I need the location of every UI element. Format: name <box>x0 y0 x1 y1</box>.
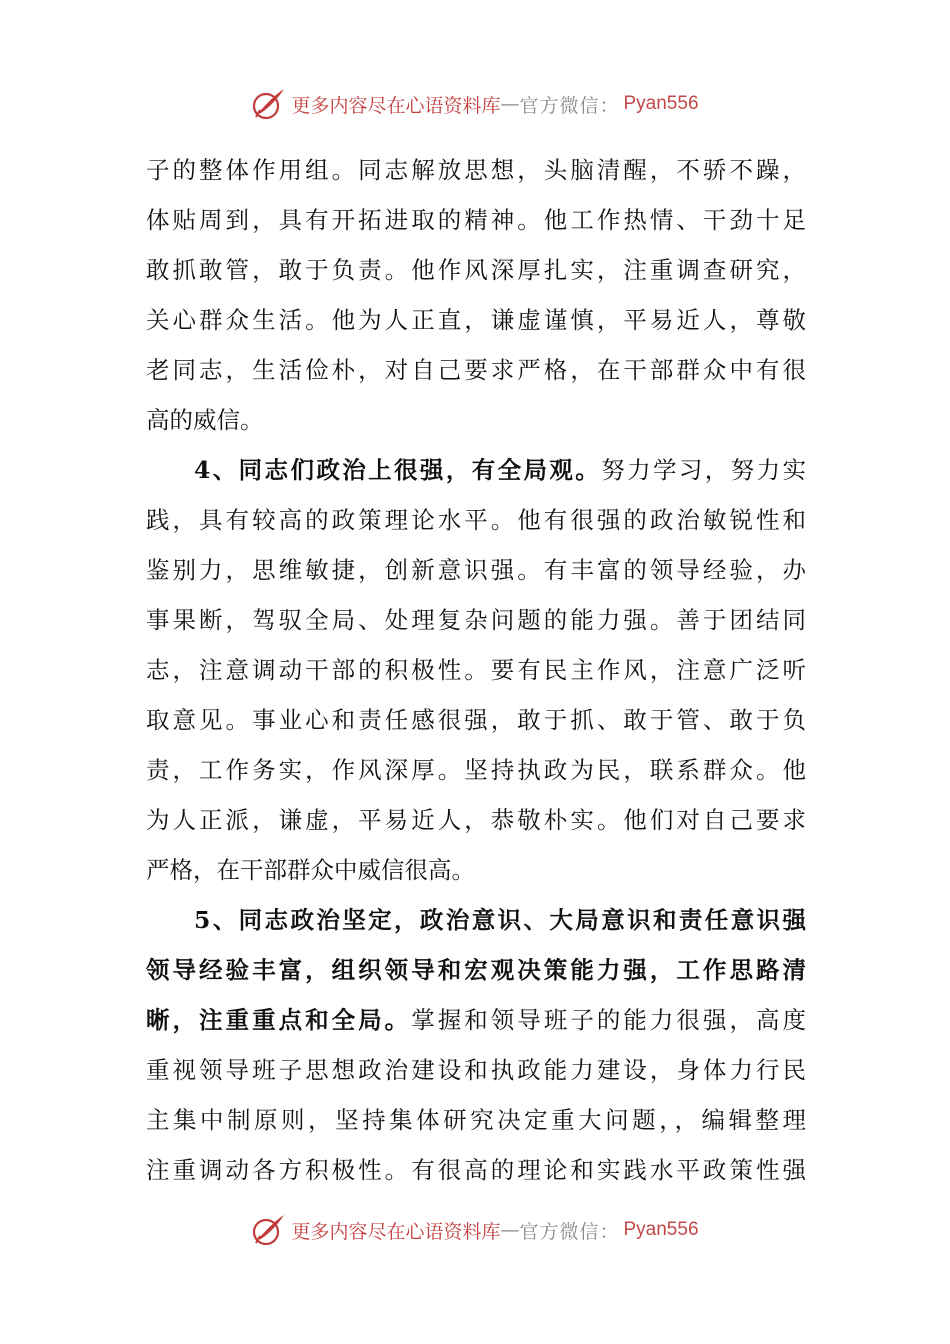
paragraph-4-heading-line: 4、同志们政治上很强，有全局观。努力学习，努力实 <box>194 456 807 484</box>
document-body <box>146 145 806 1195</box>
bold-heading: 5、同志政治坚定，政治意识、大局意识和责任意识强 <box>194 906 806 934</box>
quill-logo-icon <box>251 86 287 122</box>
banner-wechat-id: Pyan556 <box>623 1219 699 1240</box>
text-line: 鉴别力，思维敏捷，创新意识强。有丰富的领导经验，办 <box>146 556 806 584</box>
text-line: 重视领导班子思想政治建设和执政能力建设，身体力行民 <box>146 1056 806 1084</box>
text-line: 注重调动各方积极性。有很高的理论和实践水平政策性强 <box>146 1156 806 1184</box>
text-line: 敢抓敢管，敢于负责。他作风深厚扎实，注重调查研究， <box>146 256 806 284</box>
banner-wechat-label: 官方微信： <box>519 94 620 117</box>
text-line: 取意见。事业心和责任感很强，敢于抓、敢于管、敢于负 <box>146 706 806 734</box>
text-line: 高的威信。 <box>146 406 264 434</box>
paragraph-5-heading-line <box>146 945 806 995</box>
footer-watermark-banner <box>0 1210 950 1250</box>
text-line: 老同志，生活俭朴，对自己要求严格，在干部群众中有很 <box>146 356 806 384</box>
text-line: 志，注意调动干部的积极性。要有民主作风，注意广泛听 <box>146 656 806 684</box>
text-line: 严格，在干部群众中威信很高。 <box>146 856 475 884</box>
text-line: 关心群众生活。他为人正直，谦虚谨慎，平易近人，尊敬 <box>146 306 806 334</box>
paragraph-5-heading-line: 晰，注重重点和全局。掌握和领导班子的能力很强，高度 <box>146 1006 807 1034</box>
text-line: 子的整体作用组。同志解放思想，头脑清醒，不骄不躁， <box>146 156 806 184</box>
bold-heading: 4、同志们政治上很强，有全局观。 <box>194 456 602 484</box>
text-line: 体贴周到，具有开拓进取的精神。他工作热情、干劲十足 <box>146 206 806 234</box>
text-line: 主集中制原则，坚持集体研究决定重大问题，，编辑整理 <box>146 1106 806 1134</box>
bold-heading: 领导经验丰富，组织领导和宏观决策能力强，工作思路清 <box>146 956 806 984</box>
quill-logo-icon <box>251 1212 287 1248</box>
bold-heading: 晰，注重重点和全局。 <box>146 1006 412 1034</box>
text-line: 为人正派，谦虚，平易近人，恭敬朴实。他们对自己要求 <box>146 806 806 834</box>
text-line: 事果断，驾驭全局、处理复杂问题的能力强。善于团结同 <box>146 606 806 634</box>
banner-site-text: 更多内容尽在心语资料库 <box>291 94 501 117</box>
text-line: 责，工作务实，作风深厚。坚持执政为民，联系群众。他 <box>146 756 806 784</box>
header-watermark-banner <box>0 84 950 124</box>
paragraph-5-heading-line <box>146 895 806 945</box>
banner-wechat-label: 官方微信： <box>519 1220 620 1243</box>
banner-separator: — <box>500 93 520 115</box>
banner-wechat-id: Pyan556 <box>623 93 699 114</box>
banner-site-text: 更多内容尽在心语资料库 <box>291 1220 501 1243</box>
banner-separator: — <box>500 1219 520 1241</box>
text-line: 践，具有较高的政策理论水平。他有很强的政治敏锐性和 <box>146 506 806 534</box>
